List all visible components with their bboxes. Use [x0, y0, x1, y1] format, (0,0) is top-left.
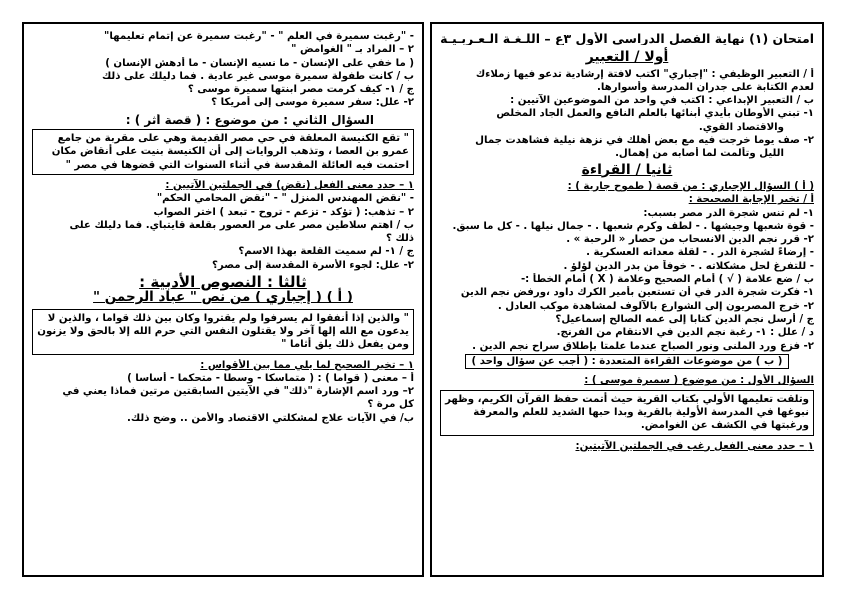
choice-1-options: - قوة شعبها وجيشها . - لطف وكرم شعبها . - جمال نيلها . - كل ما سبق.: [452, 220, 814, 232]
choice-1: ١- لم تنس شجرة الدر مصر بسبب:: [643, 207, 814, 219]
demonstrative-question: ٢– ورد اسم الإشارة "ذلك" في الآيتين السابقتين مرتين فماذا يعني في: [62, 386, 414, 398]
question-d-2: ٢- فزع ورد الملنى ونور الصباح عندما علمتا بإطلاق سراح نجم الدين .: [472, 340, 814, 352]
question-1-heading: السؤال الأول : من موضوع ( سميرة موسى ) :: [584, 375, 814, 387]
creative-writing: ب / التعبير الإبداعي : اكتب في واحد من الموضوعين الآتيين :: [510, 95, 814, 107]
question-j-citadel-name: ج / ١- لم سميت القلعة بهذا الاسم؟: [238, 246, 414, 258]
creative-topic-1-cont: والاقتصاد القوي.: [698, 121, 784, 133]
demonstrative-question-cont: كل مرة ؟: [367, 399, 414, 411]
economy-security-question: ب/ في الآيات علاج لمشكلتي الاقتصاد والأمن .. وضح ذلك.: [127, 412, 414, 424]
meaning-ghawamid: ٢ – المراد بـ " الغوامض ": [291, 44, 414, 56]
section-expression-heading: أولا / التعبير: [585, 49, 669, 66]
meaning-qawama: أ – معنى ( قواما ) : ( متماسكا - وسطا - متحكما - أساسا ): [127, 372, 414, 384]
choice-2-options-b: - للتفرغ لحل مشكلاته . - خوفاً من بدر الدين لؤلؤ .: [563, 260, 814, 272]
question-j: ج / أرسل نجم الدين كتابا إلى عمه الصالح إسماعيل؟: [555, 313, 814, 325]
section-literary-texts: ثالثا : النصوص الأدبية :: [139, 273, 307, 292]
meaning-ghawamid-options: ( ما خفي على الإنسان - ما نسيه الإنسان - ما أدهش الإنسان ): [105, 57, 414, 69]
choose-tathhab: ٢ – تذهب: ( تؤكد - تزعم - تروح - تبعد ) اختر الصواب: [153, 206, 414, 218]
choose-correct-heading: ١ – تخير الصحيح لما يلي مما بين الأقواس :: [200, 359, 414, 371]
left-column: [22, 22, 424, 577]
passage-church: " تقع الكنيسة المعلقة في حي مصر القديمة وهي على مقربة من جامع عمرو بن العصا ، وتذهب الروايات إلى أن الكنيسة بنيت على أنقاض مكان احتمت فيه العائلة المقدسة في أثناء السنوات التي قضوها في مصر ": [32, 129, 414, 175]
question-b-childhood: ب / كانت طفولة سميرة موسى غير عادية . فما دليلك على ذلك: [101, 70, 414, 82]
right-column: [430, 22, 824, 577]
reading-topics-bar: ( ب ) من موضوعات القراءة المتعددة : ( أجب عن سؤال واحد ): [465, 354, 790, 369]
question-b-citadel-cont: ذلك ؟: [386, 233, 414, 245]
creative-topic-2-cont: الليل وتألمت لما أصابه من إهمال.: [615, 148, 784, 160]
question-holy-family: ٢- علل: لجوء الأسرة المقدسة إلى مصر؟: [212, 259, 414, 271]
choice-2-options-a: - إرضاءً لشجرة الدر . - لقلة معداته العسكرية .: [586, 247, 814, 259]
reading-mandatory-question: ( أ ) السؤال الإجباري : من قصة ( طموح جارية ) :: [567, 180, 814, 192]
section-reading-heading: ثانيا / القراءة: [581, 161, 673, 178]
creative-topic-2: ٢- صف يوما خرجت فيه مع بعض أهلك في نزهة نيلية فشاهدت جمال: [475, 135, 814, 147]
true-false-heading: ب / ضع علامة ( √ ) أمام الصحيح وعلامة ( X ) أمام الخطأ :-: [520, 274, 814, 286]
verse-box: " والذين إذا أنفقوا لم يسرفوا ولم يقتروا وكان بين ذلك قواما ، والذين لا يدعون مع الله إلها آخر ولا يقتلون النفس التي حرم الله إلا بالحق ولا يزنون ومن يفعل ذلك يلق أثاما ": [32, 309, 414, 355]
question-2-heading: السؤال الثاني : من موضوع : ( قصة أثر ) :: [125, 113, 374, 127]
exam-page: [22, 22, 824, 577]
meaning-naqad-examples: - "نقض المهندس المنزل " - "نقض المحامي الحكم": [156, 193, 414, 205]
true-false-1: ١- فكرت شجرة الدر في أن تستعين بأمير الكرك داود ،ورفض نجم الدين: [460, 287, 814, 299]
meaning-options: - "رغبت سميرة في العلم " - "رغبت سميرة عن إتمام تعليمها": [104, 31, 414, 42]
choice-2: ٢- قرر نجم الدين الانسحاب من حصار « الرحبة » .: [566, 234, 814, 246]
question-d: د / علل : ١- رغبة نجم الدين في الانتقام من الفرنج.: [556, 327, 814, 339]
functional-writing-cont: لعدم الكتابة على جدران المدرسة وأسوارها.: [596, 81, 814, 93]
choose-heading: أ / تخير الإجابة الصحيحة :: [688, 194, 814, 206]
functional-writing: أ / التعبير الوظيفي : "إجباري" اكتب لافتة إرشادية تدعو فيها زملاءك: [475, 68, 814, 80]
question-1-meaning: ١ – حدد معنى الفعل رغب في الجملتين الآتيتين:: [575, 440, 814, 452]
question-j-2: ٢- علل: سفر سميرة موسى إلى أمريكا ؟: [211, 97, 414, 109]
question-b-citadel: ب / اهتم سلاطين مصر على مر العصور بقلعة قايتباي. فما دليلك على: [69, 219, 414, 231]
exam-title: امتحان (١) نهاية الفصل الدراسي الأول ٣ع – اللـغـة الـعـربـيـة: [440, 32, 814, 46]
creative-topic-1: ١- تبني الأوطان بأيدي أبنائها بالعلم النافع والعمل الجاد المخلص: [496, 108, 814, 120]
passage-samira: وتلقت تعليمها الأولي بكتاب القرية حيث أتمت حفظ القرآن الكريم، وظهر نبوغها في المدرسة الأولية بالقرية وبدا حبها الشديد للعلم والمعرفة ورغبتها في الكشف عن الغوامض.: [440, 390, 814, 436]
true-false-2: ٢- خرج المصريون إلى الشوارع بالآلوف لمشاهدة موكب العادل .: [497, 300, 814, 312]
text-ibad-alrahman-title: ( أ ) ( إجباري ) من نص " عباد الرحمن ": [93, 289, 353, 306]
question-j-1: ج / ١- كيف كرمت مصر ابنتها سميرة موسى ؟: [187, 84, 414, 96]
meaning-naqad: ١ – حدد معنى الفعل (نقض) في الجملتين الآتيين :: [165, 179, 414, 191]
